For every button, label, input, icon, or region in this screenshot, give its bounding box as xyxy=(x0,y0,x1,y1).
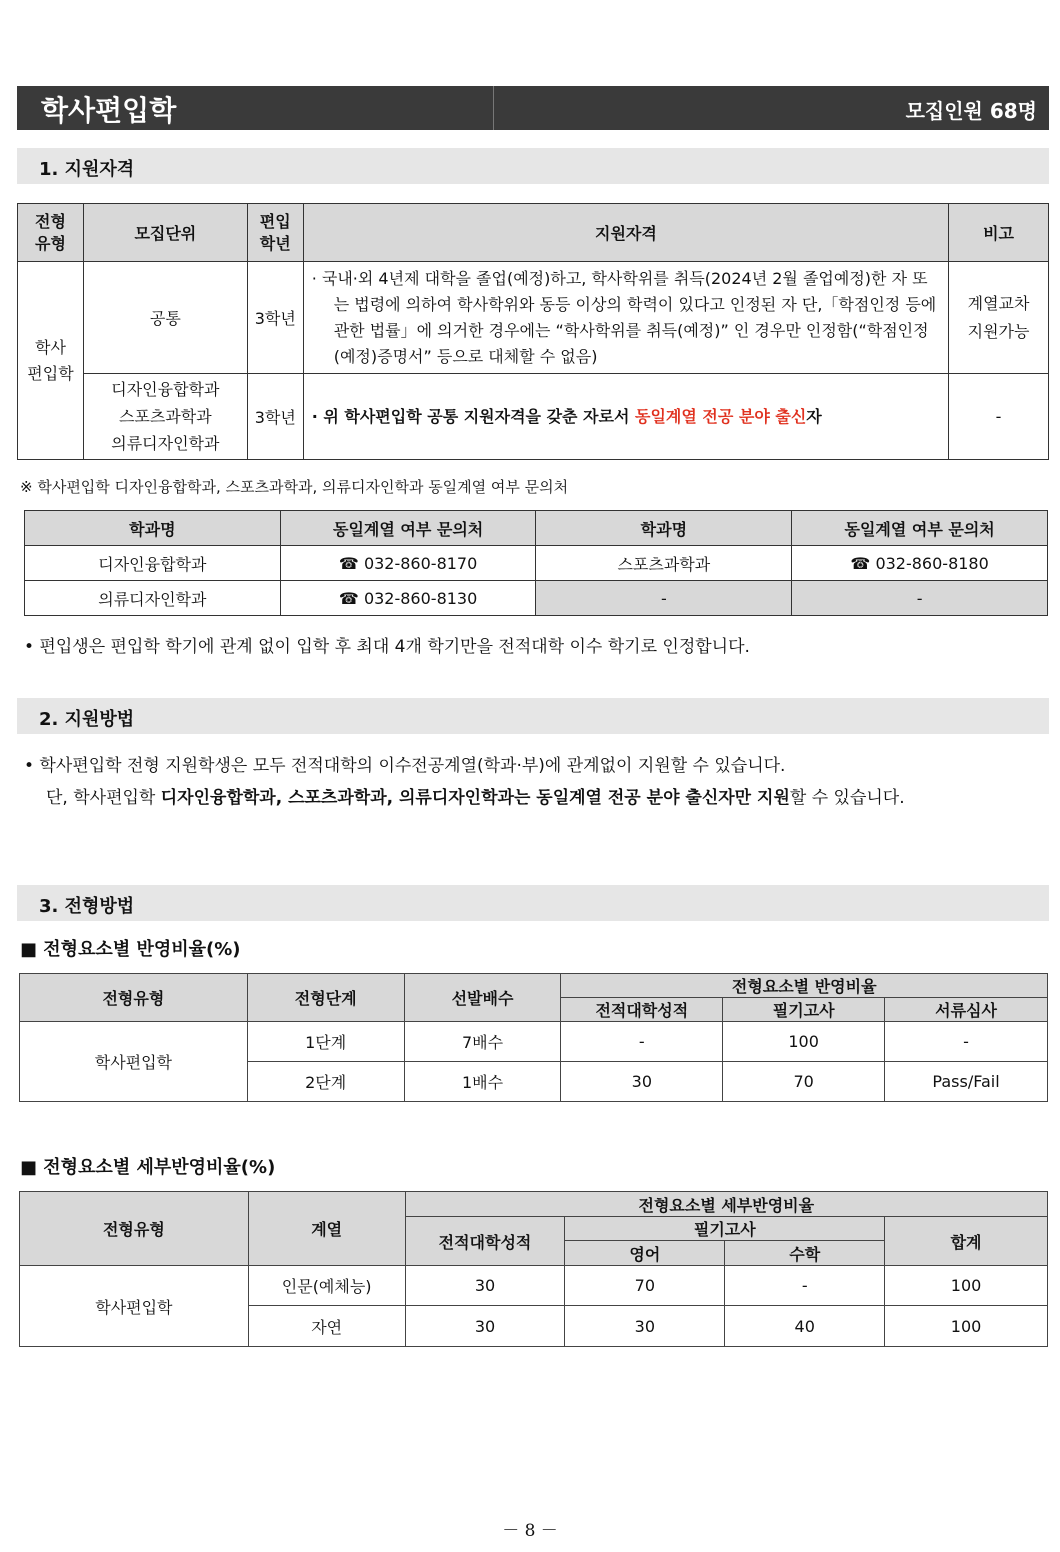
ratio-type-cell: 학사편입학 xyxy=(20,1022,248,1102)
detail-ratio-heading: ■ 전형요소별 세부반영비율(%) xyxy=(20,1157,276,1178)
col-note: 비고 xyxy=(949,204,1049,262)
table-row xyxy=(20,1266,1048,1306)
page-title: 학사편입학 xyxy=(41,94,177,127)
detail-type-cell: 학사편입학 xyxy=(20,1266,249,1347)
ratio-col-multiple: 선발배수 xyxy=(404,974,561,1022)
detail-col-written: 필기고사 xyxy=(565,1217,885,1241)
contact-col-phone2: 동일계열 여부 문의처 xyxy=(792,511,1048,546)
col-grade: 편입 학년 xyxy=(247,204,303,262)
contact-dept: 의류디자인학과 xyxy=(25,581,281,616)
detail-col-english: 영어 xyxy=(565,1241,725,1266)
qualification-table xyxy=(17,203,1049,460)
unit-departments: 디자인융합학과 스포츠과학과 의류디자인학과 xyxy=(83,374,247,460)
col-unit: 모집단위 xyxy=(83,204,247,262)
application-line-1: • 학사편입학 전형 지원학생은 모두 전적대학의 이수전공계열(학과·부)에 관계없이 지원할 수 있습니다. xyxy=(24,756,786,776)
transfer-semester-note: • 편입생은 편입학 학기에 관계 없이 입학 후 최대 4개 학기만을 전적대학 이수 학기로 인정합니다. xyxy=(24,637,750,657)
table-row xyxy=(20,1022,1048,1062)
detail-cell: 자연 xyxy=(248,1306,405,1347)
section-1-title: 1. 지원자격 xyxy=(39,159,135,180)
detail-cell: 30 xyxy=(405,1266,565,1306)
title-divider xyxy=(493,86,494,130)
section-3-header xyxy=(17,885,1049,921)
contact-phone: ☎ 032-860-8170 xyxy=(280,546,536,581)
application-method-text xyxy=(24,750,1048,814)
ratio-cell: - xyxy=(561,1022,723,1062)
ratio-heading: ■ 전형요소별 반영비율(%) xyxy=(20,939,241,960)
ratio-cell: 30 xyxy=(561,1062,723,1102)
table-row xyxy=(25,581,1048,616)
detail-col-type: 전형유형 xyxy=(20,1192,249,1266)
section-1-header xyxy=(17,148,1049,184)
contact-col-phone1: 동일계열 여부 문의처 xyxy=(280,511,536,546)
detail-cell: 40 xyxy=(725,1306,885,1347)
contact-dept: - xyxy=(536,581,792,616)
qualification-departments: · 위 학사편입학 공통 지원자격을 갖춘 자로서 동일계열 전공 분야 출신자 xyxy=(303,374,948,460)
note-common: 계열교차 지원가능 xyxy=(949,262,1049,374)
ratio-cell: 1배수 xyxy=(404,1062,561,1102)
contact-col-dept2: 학과명 xyxy=(536,511,792,546)
col-qualification: 지원자격 xyxy=(303,204,948,262)
ratio-col-type: 전형유형 xyxy=(20,974,248,1022)
ratio-cell: - xyxy=(885,1022,1048,1062)
section-2-header xyxy=(17,698,1049,734)
detail-cell: 30 xyxy=(405,1306,565,1347)
detail-cell: 30 xyxy=(565,1306,725,1347)
ratio-table xyxy=(19,973,1048,1102)
ratio-cell: 1단계 xyxy=(247,1022,404,1062)
contact-dept: 스포츠과학과 xyxy=(536,546,792,581)
contact-dept: 디자인융합학과 xyxy=(25,546,281,581)
detail-cell: - xyxy=(725,1266,885,1306)
page-number: － 8 － xyxy=(502,1521,558,1541)
title-bar xyxy=(17,86,1049,130)
ratio-col-documents: 서류심사 xyxy=(885,998,1048,1022)
grade-departments: 3학년 xyxy=(247,374,303,460)
section-2-title: 2. 지원방법 xyxy=(39,709,135,730)
detail-cell: 100 xyxy=(885,1306,1048,1347)
table-row xyxy=(25,546,1048,581)
detail-cell: 100 xyxy=(885,1266,1048,1306)
contact-col-dept1: 학과명 xyxy=(25,511,281,546)
grade-common: 3학년 xyxy=(247,262,303,374)
detail-col-math: 수학 xyxy=(725,1241,885,1266)
contact-phone: ☎ 032-860-8180 xyxy=(792,546,1048,581)
ratio-col-written: 필기고사 xyxy=(723,998,885,1022)
ratio-cell: 2단계 xyxy=(247,1062,404,1102)
section-3-title: 3. 전형방법 xyxy=(39,896,135,917)
detail-col-field: 계열 xyxy=(248,1192,405,1266)
detail-cell: 70 xyxy=(565,1266,725,1306)
detail-col-total: 합계 xyxy=(885,1217,1048,1266)
highlight-same-field: 동일계열 전공 분야 출신 xyxy=(635,406,807,426)
note-departments: - xyxy=(949,374,1049,460)
type-cell: 학사 편입학 xyxy=(18,262,84,460)
ratio-col-grades: 전적대학성적 xyxy=(561,998,723,1022)
ratio-col-group: 전형요소별 반영비율 xyxy=(561,974,1048,998)
detail-col-grades: 전적대학성적 xyxy=(405,1217,565,1266)
ratio-cell: 100 xyxy=(723,1022,885,1062)
ratio-cell: 70 xyxy=(723,1062,885,1102)
detail-col-group: 전형요소별 세부반영비율 xyxy=(405,1192,1047,1217)
application-line-2: 단, 학사편입학 디자인융합학과, 스포츠과학과, 의류디자인학과는 동일계열 전공 분야 출신자만 지원할 수 있습니다. xyxy=(46,788,905,808)
quota-label: 모집인원 68명 xyxy=(905,99,1037,123)
ratio-cell: 7배수 xyxy=(404,1022,561,1062)
contact-phone: ☎ 032-860-8130 xyxy=(280,581,536,616)
col-type: 전형 유형 xyxy=(18,204,84,262)
ratio-col-stage: 전형단계 xyxy=(247,974,404,1022)
qualification-common: · 국내·외 4년제 대학을 졸업(예정)하고, 학사학위를 취득(2024년 2월 졸업예정)한 자 또는 법령에 의하여 학사학위와 동등 이상의 학력이 있다고 인정된 자 단,「학점인정 등에 관한 법률」에 의거한 경우에는 “학사학위를 취득(예정)” 인 경우만 인정함(“학점인정(예정)증명서” 등으로 대체할 수 없음) xyxy=(303,262,948,374)
contact-table xyxy=(24,510,1048,616)
unit-common: 공통 xyxy=(83,262,247,374)
detail-cell: 인문(예체능) xyxy=(248,1266,405,1306)
ratio-cell: Pass/Fail xyxy=(885,1062,1048,1102)
contact-note: ※ 학사편입학 디자인융합학과, 스포츠과학과, 의류디자인학과 동일계열 여부 문의처 xyxy=(20,478,569,496)
detail-ratio-table xyxy=(19,1191,1048,1347)
contact-phone: - xyxy=(792,581,1048,616)
